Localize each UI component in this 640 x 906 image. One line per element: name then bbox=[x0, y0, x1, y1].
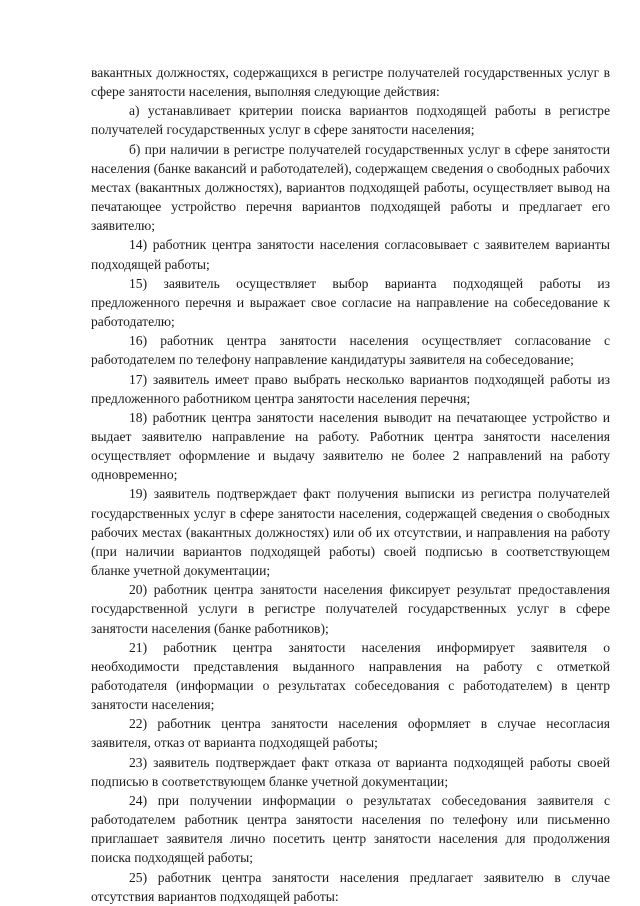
paragraph-item-25: 25) работник центра занятости населения предлагает заявителю в случае отсутствия вариантов подходящей работы: bbox=[91, 869, 610, 904]
paragraph-item-16: 16) работник центра занятости населения осуществляет согласование с работодателем по телефону направление кандидатуры заявителя на собеседование; bbox=[91, 333, 610, 368]
paragraph-item-23: 23) заявитель подтверждает факт отказа от варианта подходящей работы своей подписью в соответствующем бланке учетной документации; bbox=[91, 754, 610, 789]
paragraph-item-15: 15) заявитель осуществляет выбор варианта подходящей работы из предложенного перечня и выражает свое согласие на направление на собеседование к работодателю; bbox=[91, 275, 610, 330]
paragraph-item-24: 24) при получении информации о результатах собеседования заявителя с работодателем работник центра занятости населения по телефону или письменно приглашает заявителя лично посетить центр занятости населения для продолжения поиска подходящей работы; bbox=[91, 792, 610, 866]
paragraph-item-b: б) при наличии в регистре получателей государственных услуг в сфере занятости населения (банке вакансий и работодателей), содержащем сведения о свободных рабочих местах (вакантных должностях), вариантов подходящей работы, осуществляет вывод на печатающее устройство перечня вариантов подходящей работы и предлагает его заявителю; bbox=[91, 141, 610, 234]
document-body bbox=[91, 63, 610, 906]
paragraph-item-22: 22) работник центра занятости населения оформляет в случае несогласия заявителя, отказ от варианта подходящей работы; bbox=[91, 716, 610, 751]
paragraph-item-18: 18) работник центра занятости населения выводит на печатающее устройство и выдает заявителю направление на работу. Работник центра занятости населения осуществляет оформление и выдачу заявителю не более 2 направлений на работу одновременно; bbox=[91, 409, 610, 483]
paragraph-item-20: 20) работник центра занятости населения фиксирует результат предоставления государственной услуги в регистре получателей государственных услуг в сфере занятости населения (банке работников); bbox=[91, 582, 610, 636]
paragraph-item-21: 21) работник центра занятости населения информирует заявителя о необходимости представления выданного направления на работу с отметкой работодателя (информации о результатах собеседования с работодателем) в центр занятости населения; bbox=[91, 639, 610, 713]
paragraph-item-17: 17) заявитель имеет право выбрать несколько вариантов подходящей работы из предложенного работником центра занятости населения перечня; bbox=[91, 371, 610, 406]
paragraph-item-a: а) устанавливает критерии поиска вариантов подходящей работы в регистре получателей государственных услуг в сфере занятости населения; bbox=[91, 103, 610, 138]
paragraph-item-19: 19) заявитель подтверждает факт получения выписки из регистра получателей государственных услуг в сфере занятости населения, содержащей сведения о свободных рабочих местах (вакантных должностях) или об их отсутствии, и направления на работу (при наличии вариантов подходящей работы) своей подписью в соответствующем бланке учетной документации; bbox=[91, 486, 610, 579]
paragraph-intro-continuation: вакантных должностях, содержащихся в регистре получателей государственных услуг в сфере занятости населения, выполняя следующие действия: bbox=[91, 65, 610, 100]
paragraph-item-14: 14) работник центра занятости населения согласовывает с заявителем варианты подходящей работы; bbox=[91, 237, 610, 272]
